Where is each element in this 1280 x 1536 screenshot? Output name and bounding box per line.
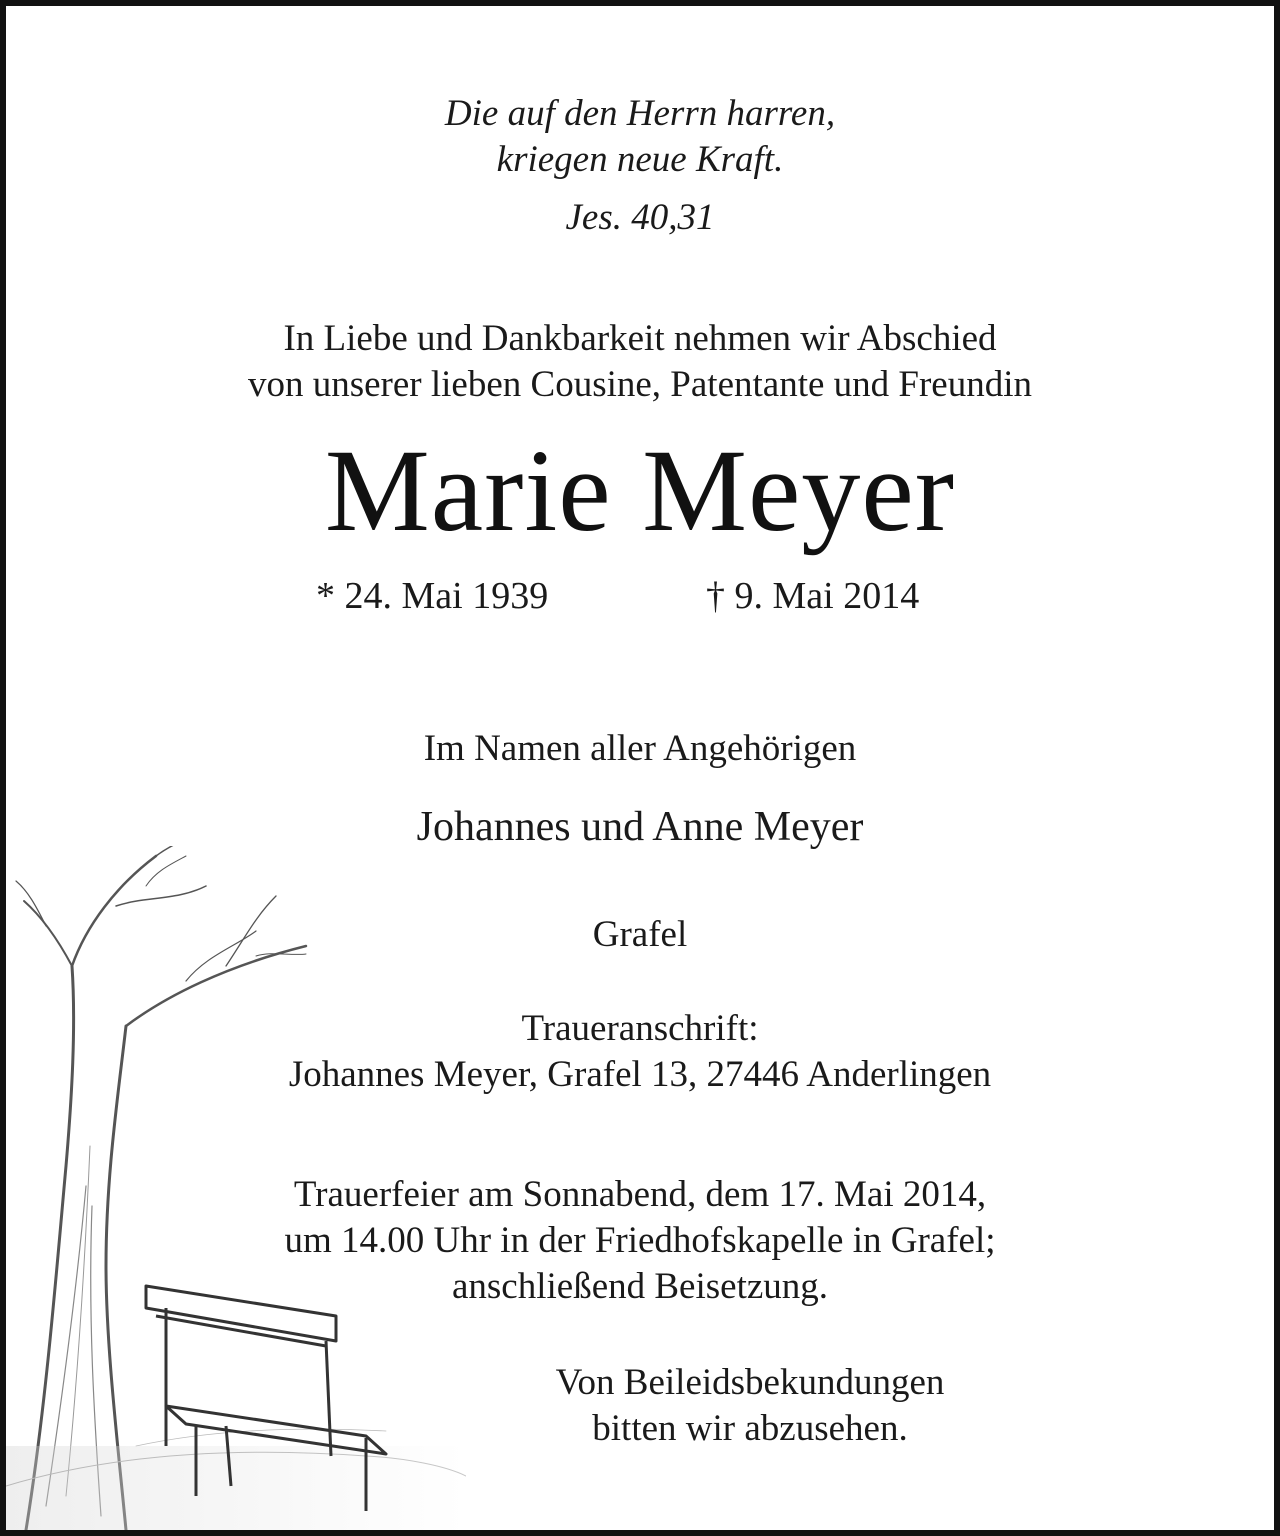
address-label: Traueranschrift: — [521, 1008, 759, 1049]
deceased-name: Marie Meyer — [324, 425, 956, 556]
service-line-3: anschließend Beisetzung. — [451, 1266, 829, 1307]
verse-line-2: kriegen neue Kraft. — [496, 139, 784, 180]
family-place: Grafel — [592, 914, 688, 955]
intro-line-2: von unserer lieben Cousine, Patentante und Freundin — [247, 364, 1033, 405]
service-line-2: um 14.00 Uhr in der Friedhofskapelle in Grafel; — [284, 1220, 996, 1261]
closing-line-1: Von Beileidsbekundungen — [555, 1362, 945, 1403]
service-line-1: Trauerfeier am Sonnabend, dem 17. Mai 2014, — [293, 1174, 987, 1215]
family-names: Johannes und Anne Meyer — [416, 804, 864, 850]
death-date: † 9. Mai 2014 — [706, 575, 920, 617]
verse-line-1: Die auf den Herrn harren, — [444, 93, 836, 134]
birth-date: * 24. Mai 1939 — [316, 575, 549, 617]
closing-line-2: bitten wir abzusehen. — [592, 1408, 908, 1449]
address-line: Johannes Meyer, Grafel 13, 27446 Anderlingen — [288, 1054, 992, 1095]
verse-reference: Jes. 40,31 — [565, 197, 715, 238]
family-intro: Im Namen aller Angehörigen — [423, 728, 857, 769]
intro-line-1: In Liebe und Dankbarkeit nehmen wir Abschied — [283, 318, 997, 359]
